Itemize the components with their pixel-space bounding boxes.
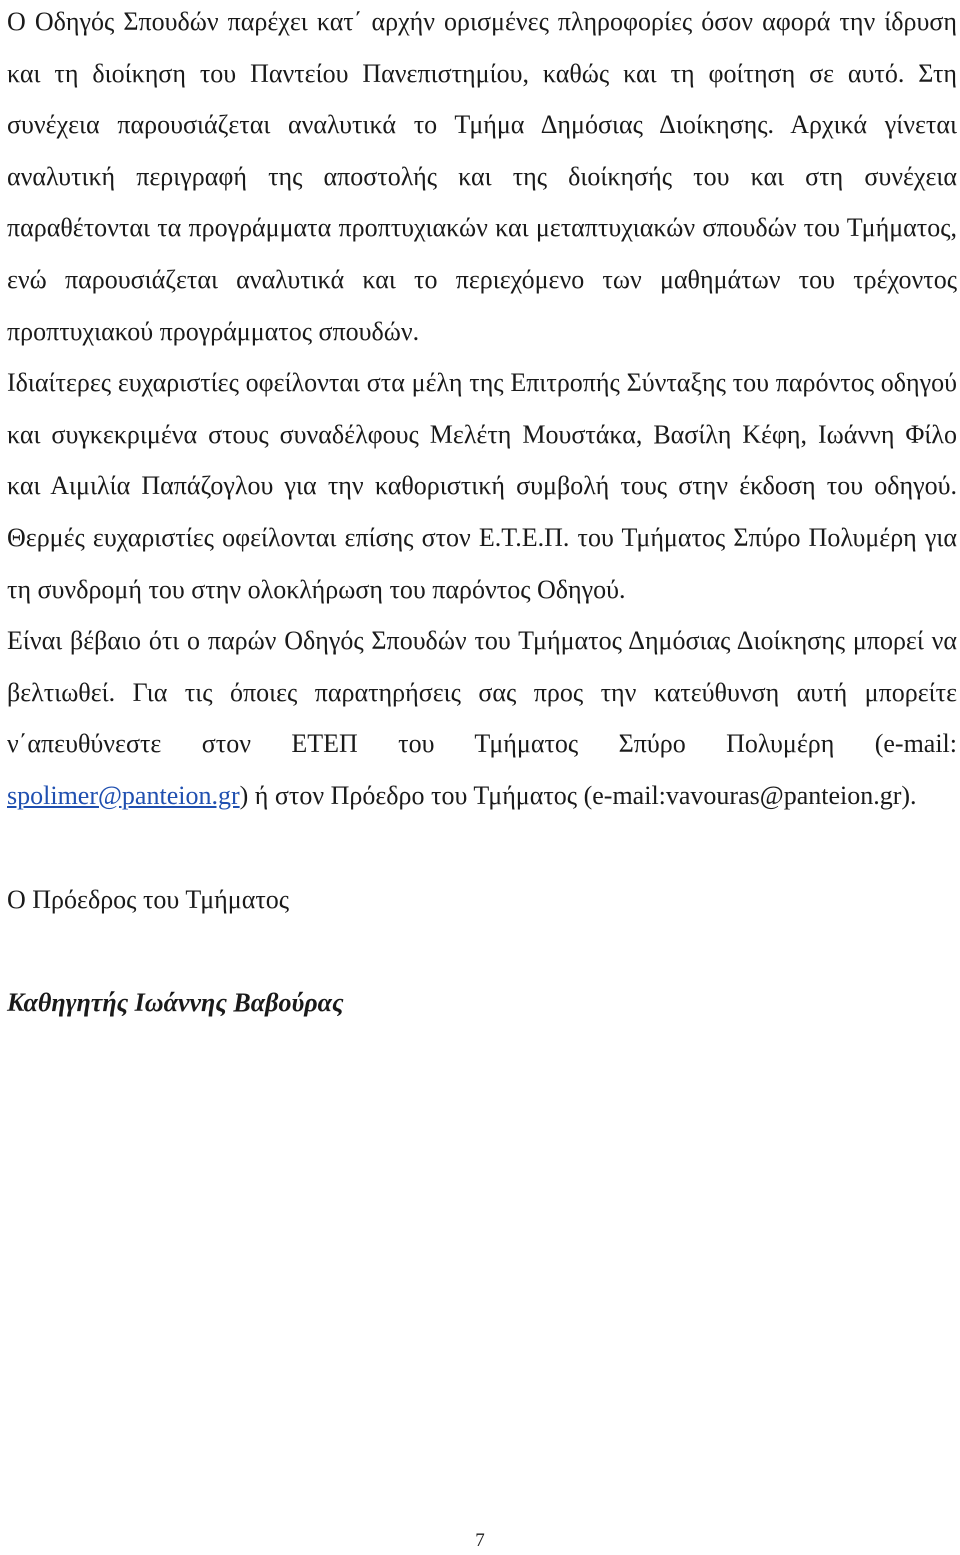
intro-paragraph: Ο Οδηγός Σπουδών παρέχει κατ΄ αρχήν ορισμένες πληροφορίες όσον αφορά την ίδρυση και τη διοίκηση του Παντείου Πανεπιστημίου, καθώς και τη φοίτηση σε αυτό. Στη συνέχεια παρουσιάζεται αναλυτικά το Τμήμα Δημόσιας Διοίκησης. Αρχικά γίνεται αναλυτική περιγραφή της αποστολής και της διοίκησής του και στη συνέχεια παραθέτονται τα προγράμματα προπτυχιακών και μεταπτυχιακών σπουδών του Τμήματος, ενώ παρουσιάζεται αναλυτικά και το περιεχόμενο των μαθημάτων του τρέχοντος προπτυχιακού προγράμματος σπουδών.	[7, 7, 957, 346]
president-label: Ο Πρόεδρος του Τμήματος	[7, 884, 290, 914]
contact-paragraph	[7, 615, 957, 821]
contact-text-after: ) ή στον Πρόεδρο του Τμήματος (e-mail:vavouras@panteion.gr).	[239, 780, 917, 810]
contact-text-before: Είναι βέβαιο ότι ο παρών Οδηγός Σπουδών του Τμήματος Δημόσιας Διοίκησης μπορεί να βελτιωθεί. Για τις όποιες παρατηρήσεις σας προς την κατεύθυνση αυτή μπορείτε ν΄απευθύνεστε στον ΕΤΕΠ του Τμήματος Σπύρο Πολυμέρη (e-mail:	[7, 626, 957, 759]
page-number: 7	[475, 1530, 485, 1551]
document-page	[7, 0, 957, 1028]
thanks-paragraph: Ιδιαίτερες ευχαριστίες οφείλονται στα μέλη της Επιτροπής Σύνταξης του παρόντος οδηγού και συγκεκριμένα στους συναδέλφους Μελέτη Μουστάκα, Βασίλη Κέφη, Ιωάννη Φίλο και Αιμιλία Παπάζογλου για την καθοριστική συμβολή τους στην έκδοση του οδηγού. Θερμές ευχαριστίες οφείλονται επίσης στον Ε.Τ.Ε.Π. του Τμήματος Σπύρο Πολυμέρη για τη συνδρομή του στην ολοκλήρωση του παρόντος Οδηγού.	[7, 368, 957, 604]
email-link[interactable]: spolimer@panteion.gr	[7, 780, 240, 810]
signature-name: Καθηγητής Ιωάννης Βαβούρας	[7, 987, 344, 1017]
